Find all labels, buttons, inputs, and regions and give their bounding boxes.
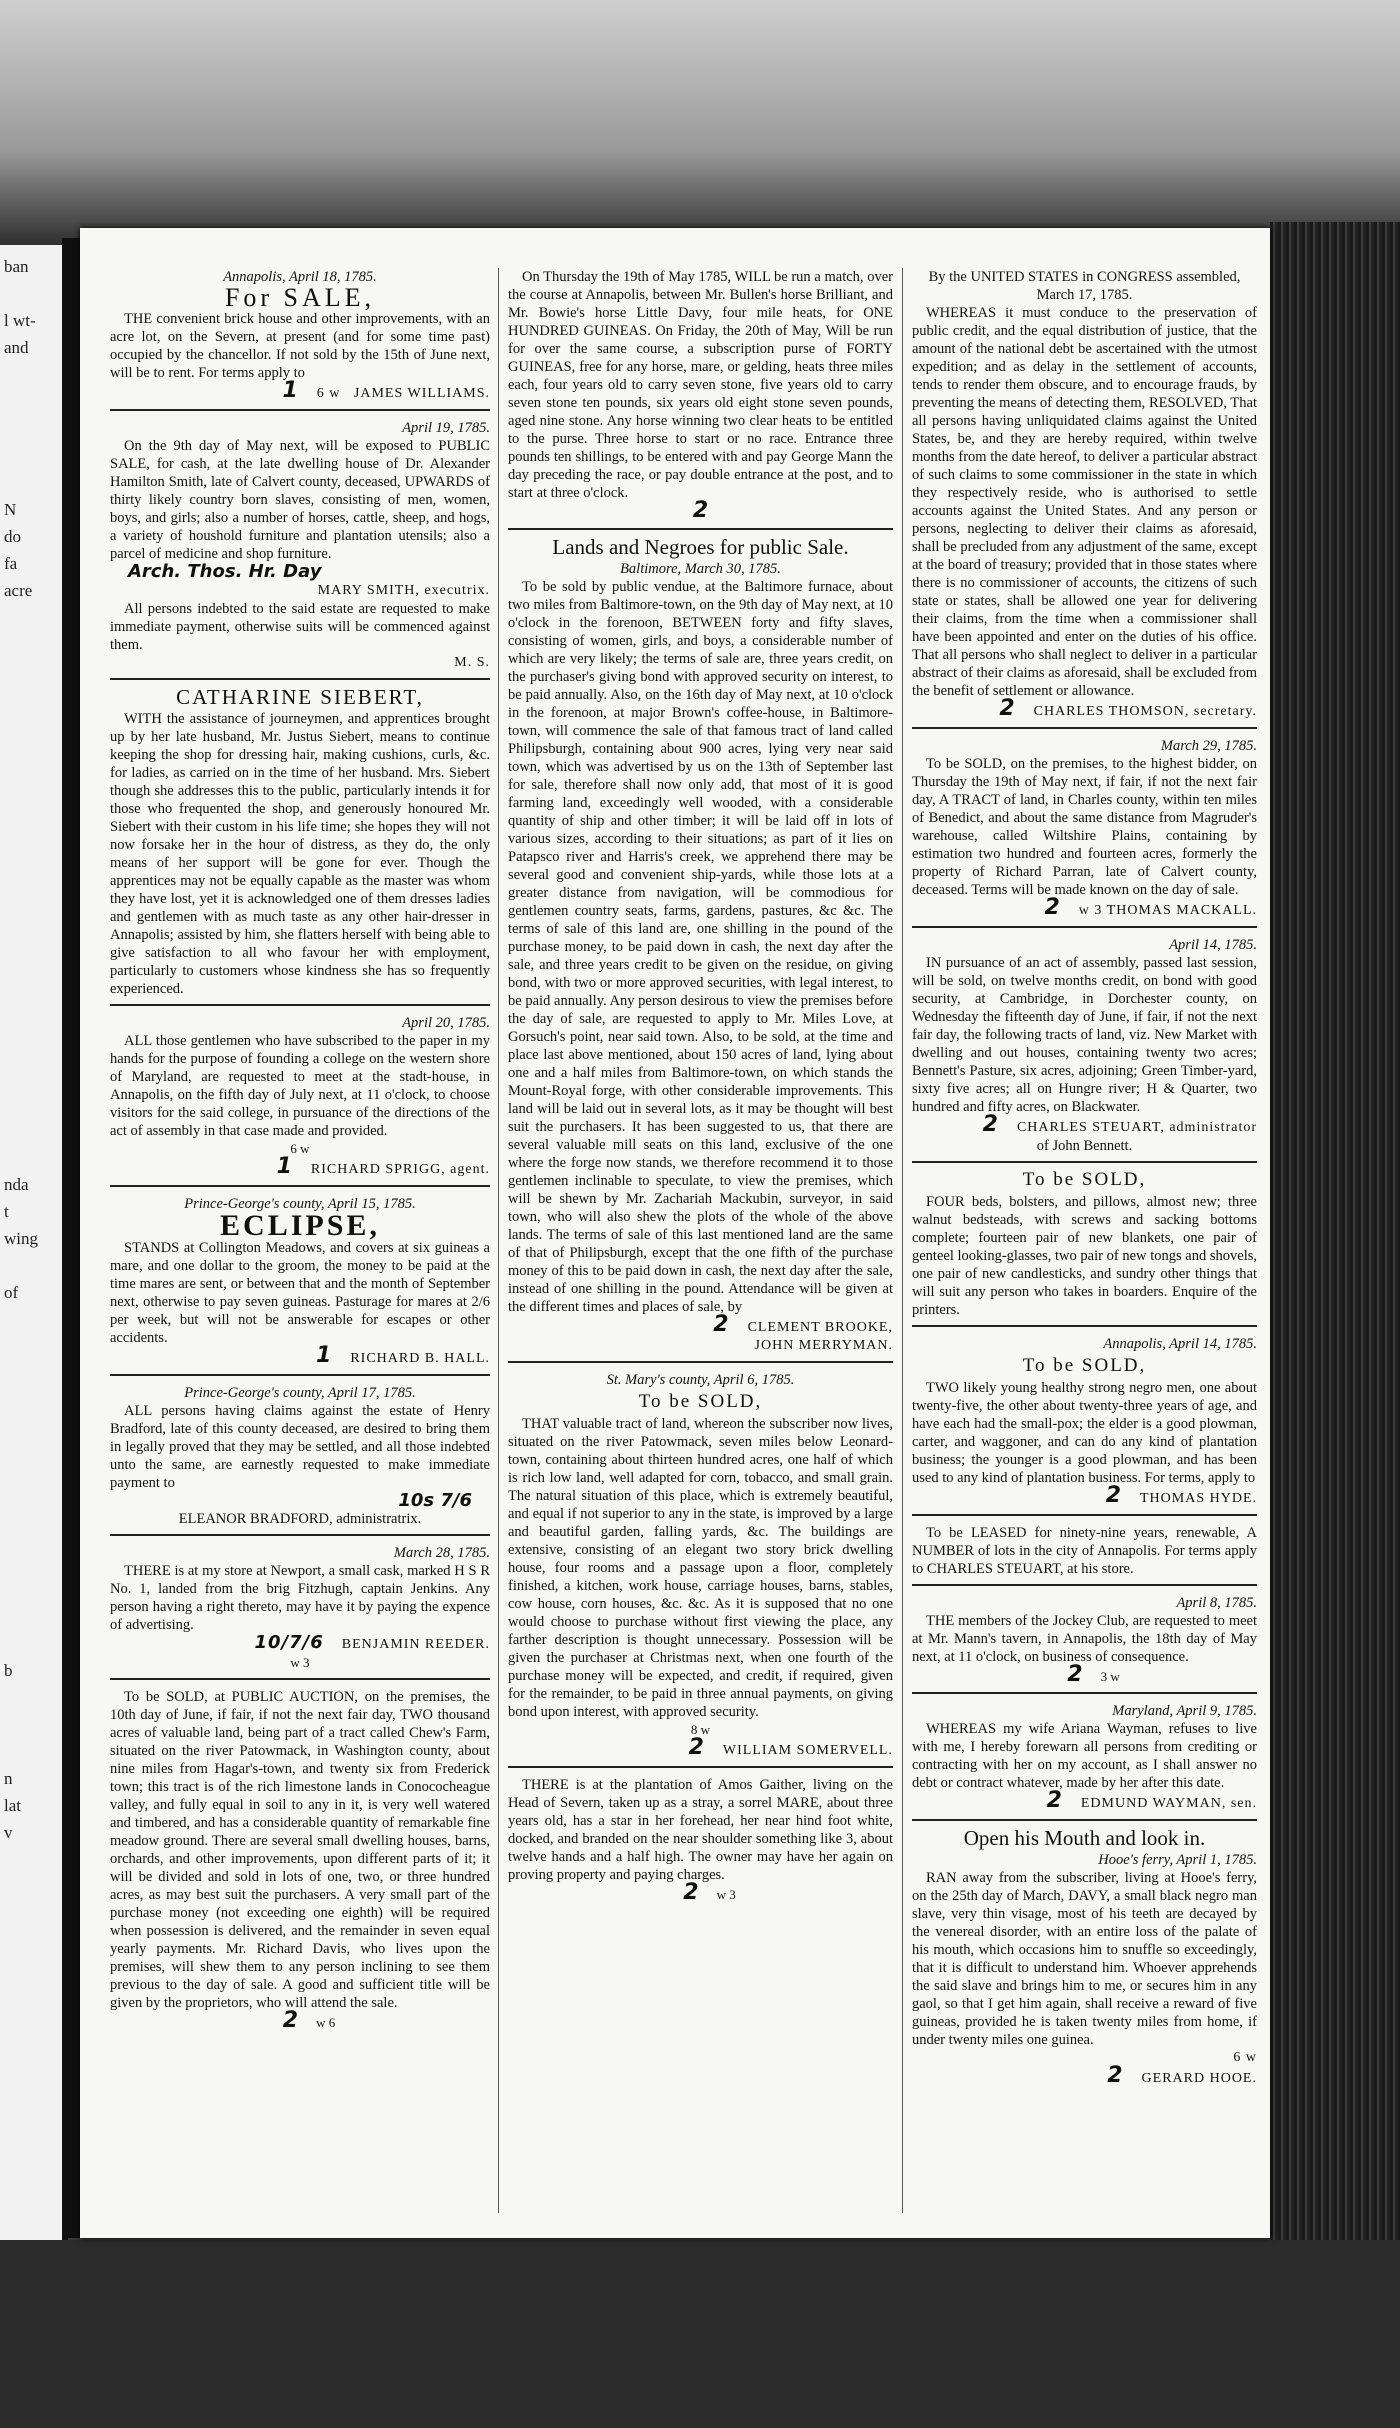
ad-mark: 3 w (1100, 1669, 1120, 1684)
ad-body: THE convenient brick house and other improvements, with an acre lot, on the Severn, at present (and for some time past) occupied by the chancellor. If not sold by the 15th of June next, will be to rent. For terms apply to (110, 311, 490, 381)
ad-date: March 29, 1785. (1160, 738, 1257, 754)
handwritten-mark: 2 (1044, 895, 1061, 920)
advertisement-house-sale (110, 268, 490, 403)
ad-signature: THOMAS MACKALL. (1106, 903, 1257, 918)
ad-mark: 6 w (1233, 2050, 1257, 2065)
divider-rule (110, 1185, 490, 1187)
column-divider (902, 268, 903, 2213)
ad-title: Lands and Negroes for public Sale. (552, 535, 849, 559)
divider-rule (110, 409, 490, 411)
ad-body-notice: All persons indebted to the said estate are requested to make immediate payment, otherwise suits will be commenced against them. (110, 601, 490, 653)
advertisement-stray-mare (508, 1776, 893, 1904)
advertisement-runaway (912, 1826, 1257, 2088)
divider-rule (912, 1161, 1257, 1163)
page-edges (1270, 222, 1400, 2252)
handwritten-note: 10s 7/6 (398, 1490, 472, 1511)
ad-body: To be LEASED for ninety-nine years, renewable, A NUMBER of lots in the city of Annapolis. For terms apply to CHARLES STEUART, at his store. (912, 1525, 1257, 1577)
advertisement-jockey-club (912, 1594, 1257, 1686)
divider-rule (912, 1514, 1257, 1516)
ad-body: FOUR beds, bolsters, and pillows, almost new; three walnut bedsteads, with screws and sacking bottoms complete; fourteen pair of new blankets, one pair of genteel looking-glasses, two pair of new tongs and shovels, one pair of new candlesticks, and sundry other things that will suit any person who takes in boarders. Enquire of the printers. (912, 1194, 1257, 1318)
ad-date: Hooe's ferry, April 1, 1785. (1098, 1852, 1257, 1868)
ad-date: Prince-George's county, April 15, 1785. (184, 1196, 416, 1212)
ad-body: RAN away from the subscriber, living at Hooe's ferry, on the 25th day of March, DAVY, a small black negro man slave, very thin visage, most of his teeth are decayed by the venereal disorder, with an entire loss of the palate of his mouth, which occasions him to snuffle so exceedingly, that it is difficult to understand him. Whoever apprehends the said slave and brings him to me, or secures him in any gaol, so that I get him again, shall receive a reward of five guineas, provided he is taken twenty miles from home, if under twenty miles one guinea. (912, 1870, 1257, 2048)
advertisement-wife-notice (912, 1702, 1257, 1813)
ad-signature: GERARD HOOE. (1141, 2071, 1257, 2086)
column-3 (912, 268, 1257, 2094)
column-divider (498, 268, 499, 2213)
ad-title: To be SOLD, (638, 1391, 763, 1412)
handwritten-mark: 2 (688, 1735, 705, 1760)
ad-body: THE members of the Jockey Club, are requested to meet at Mr. Mann's tavern, in Annapolis, the 18th day of May next, at 11 o'clock, on business of consequence. (912, 1613, 1257, 1665)
ad-body: IN pursuance of an act of assembly, passed last session, will be sold, on twelve months credit, on bond with good security, at Cambridge, in Dorchester county, on Wednesday the fifteenth day of June, if fair, if not the next fair day, the following tracts of land, viz. New Market with dwelling and out houses, containing twenty two acres; Bennett's Pasture, six acres, adjoining; Green Timber-yard, sixty five acres; all on Hungre river; H & Quarter, two hundred and fifty acres, on Blackwater. (912, 955, 1257, 1115)
advertisement-wiltshire-plains (912, 737, 1257, 920)
handwritten-mark: 2 (713, 1312, 730, 1337)
ad-body: THERE is at the plantation of Amos Gaither, living on the Head of Severn, taken up as a stray, a sorrel MARE, about three years old, has a star in her forehead, her near hind foot white, docked, and branded on the near shoulder something like 3, about twelve hands and a half high. The owner may have her again on proving property and paying charges. (508, 1777, 893, 1883)
advertisement-lands-negroes (508, 535, 893, 1355)
advertisement-horse-race (508, 268, 893, 522)
ad-body: THAT valuable tract of land, whereon the subscriber now lives, situated on the river Patowmack, seven miles below Leonard-town, containing about thirteen hundred acres, one half of which is rich low land, well adapted for corn, tobacco, and small grain. The natural situation of this place, which is extremely beautiful, and equal if not superior to any in the state, is improved by a large and beautiful garden, falling yards, &c. The buildings are extensive, consisting of an elegant two story brick dwelling house, four rooms and a passage upon a floor, completely finished, a kitchen, work house, carriage houses, barns, stables, cow house, corn houses, &c. &c. As it is supposed that no one would choose to purchase without first viewing the place, any farther description is thought unnecessary. Possession will be given the purchaser at Christmas next, when one fourth of the purchase money will be expected, and credit, if required, given for the remainder, to be paid in three annual payments, on giving bond upon interest, with approved security. (508, 1416, 893, 1720)
ad-body: To be SOLD, at PUBLIC AUCTION, on the premises, the 10th day of June, if fair, if not the next fair day, TWO thousand acres of valuable land, being part of a tract called Chew's Farm, situated on the river Patowmack, in Washington county, about nine miles from Hagar's-town, and twenty six from Frederick town; this tract is of the rich limestone lands in Conococheague valley, and fully equal in soil to any in it, is very well watered and timbered, and has a considerable quantity of remarkable fine meadow ground. There are several small dwelling houses, barns, orchards, and other improvements, upon different parts of it; it will be divided and sold in lots of one, two, or three hundred acres, as may best suit the purchasers. A very small part of the purchase money (not exceeding one eighth) will be required when possession is delivered, and the remainder in seven equal yearly payments. Mr. Richard Davis, who lives upon the premises, will shew them to any person inclining to see them previous to the day of sale. A good and sufficient title will be given by the proprietors, who will attend the sale. (110, 1689, 490, 2011)
left-page-text: ban l wt- and N do fa acre nda t wing of b n lat v (4, 257, 38, 1842)
ad-title: For SALE, (224, 283, 376, 312)
ad-mark: 6 w (316, 386, 341, 401)
divider-rule (912, 1325, 1257, 1327)
ad-date: Prince-George's county, April 17, 1785. (184, 1385, 416, 1401)
ad-mark: 6 w (290, 1141, 310, 1156)
divider-rule (508, 528, 893, 530)
divider-rule (110, 1534, 490, 1536)
ad-date: Maryland, April 9, 1785. (1112, 1703, 1257, 1719)
ad-body: STANDS at Collington Meadows, and covers at six guineas a mare, and one dollar to the groom, the money to be paid at the time mares are sent, or between that and the month of September next, otherwise to pay seven guineas. Pasturage for mares at 2/6 per week, but will not be answerable for escapes or other accidents. (110, 1240, 490, 1346)
handwritten-mark: 2 (999, 696, 1016, 721)
ad-date: April 8, 1785. (1176, 1595, 1257, 1611)
ad-date: Annapolis, April 18, 1785. (223, 269, 377, 285)
ad-body: WHEREAS my wife Ariana Wayman, refuses to live with me, I hereby forewarn all persons from crediting or contracting with her on my account, as I shall answer no debt or contract whatever, made by her after this date. (912, 1721, 1257, 1791)
ad-date: April 19, 1785. (402, 420, 490, 436)
divider-rule (912, 1819, 1257, 1821)
divider-rule (110, 678, 490, 680)
ad-body: WITH the assistance of journeymen, and apprentices brought up by her late husband, Mr. Justus Siebert, means to continue keeping the shop for dressing hair, making cushions, curls, &c. for ladies, as carried on in the time of her husband. Mrs. Siebert though she addresses this to the public, particularly intends it for those who frequented the shop, and generously honoured Mr. Siebert with their custom in his life time; she hopes they will not now forsake her in the hour of distress, as they do, the only means of her support will be gone for ever. Though the apprentices may not be equally capable as the master was whom they have lost, yet it is acknowledged one of them dresses ladies and gentlemen with as much taste as any other hair-dresser in Annapolis; assisted by him, she flatters herself with being able to give satisfaction to all who favour her with employment, particularly to customers whose kindness she has so frequently experienced. (110, 711, 490, 997)
ad-signature: THOMAS HYDE. (1140, 1491, 1257, 1506)
ad-title: Open his Mouth and look in. (963, 1826, 1206, 1850)
advertisement-congress (912, 268, 1257, 721)
ad-mark: w 3 (716, 1887, 736, 1902)
ad-signature: BENJAMIN REEDER. (341, 1637, 490, 1652)
advertisement-eclipse (110, 1195, 490, 1368)
divider-rule (110, 1004, 490, 1006)
handwritten-mark: 1 (282, 378, 299, 403)
handwritten-mark: 2 (683, 1880, 699, 1905)
advertisement-dorchester (912, 936, 1257, 1155)
divider-rule (912, 1584, 1257, 1586)
ad-mark: w 6 (316, 2015, 336, 2030)
bottom-shadow (0, 2240, 1400, 2428)
advertisement-hairdresser (110, 685, 490, 998)
ad-signature: JOHN MERRYMAN. (754, 1338, 893, 1353)
ad-date: April 20, 1785. (402, 1015, 490, 1031)
advertisement-estate-claims (110, 1384, 490, 1528)
ad-body: To be sold by public vendue, at the Baltimore furnace, about two miles from Baltimore-town, on the 9th day of May next, at 10 o'clock in the forenoon, BETWEEN forty and fifty slaves, consisting of women, girls, and boys, a considerable number of which are very likely; the terms of sale are, three years credit, on the purchaser's giving bond with approved security on interest, to be paid annually. Also, on the 16th day of May next, at 10 o'clock in the forenoon, at major Brown's coffee-house, in Baltimore-town, will commence the sale of that famous tract of land called Philipsburgh, containing about 900 acres, lying very near said town, which was advertised by us on the 13th of September last for sale, therefore shall now only add, that most of it is good farming land, exceedingly well wooded, with a considerable quantity of ship and other timber; it will be laid off in lots of various sizes, according to their situations; as part of it lies on Patapsco river and Harris's creek, we apprehend there may be several good and convenient ship-yards, while those lots at a greater distance from navigation, will be commodious for gentlemen country seats, farms, gardens, pastures, &c &c. The terms of sale of this land are, one shilling in the pound of the purchase money, to be paid down in cash, the next day after the sale, and three years credit to be given on the residue, on giving bond, with two or more approved securities, with legal interest, to be paid annually. Any person desirous to view the premises before the day of sale, are requested to apply to Mr. Miles Love, at Gorsuch's point, near said town. Also, to be sold, at the time and place last above mentioned, about 150 acres of land, lying about one and a half miles from Baltimore-town, on which stands the Mount-Royal forge, with other considerable improvements. This land will be laid out in several lots, as it may be thought will best suit the purchasers. It has been suggested to us, that there are several valuable mill seats on this land, exclusive of the one where the forge now stands, we therefore recommend it to those gentlemen inclinable to speculate, to view the premises, which will be shewn by Mr. Zachariah Mackubin, surveyor, in said town, who will also shew the plots of the whole of the above lands. The terms of sale of this last mentioned land are the same of that of Philipsburgh, except that the one fifth of the purchase money of this to be paid down in cash, the next day after the sale, instead of one shilling in the pound. Attendance will be given at the different times and places of sale, by (508, 579, 893, 1315)
handwritten-mark: 1 (276, 1154, 293, 1179)
ad-signature: RICHARD SPRIGG, agent. (310, 1162, 490, 1177)
ad-body: To be SOLD, on the premises, to the highest bidder, on Thursday the 19th of May next, if fair, if not the next fair day, A TRACT of land, in Charles county, within ten miles of Benedict, and about the same distance from Magruder's warehouse, called Wiltshire Plains, containing by estimation two hundred and fourteen acres, formerly the property of Richard Parran, late of Calvert county, deceased. Terms will be made known on the day of sale. (912, 756, 1257, 898)
divider-rule (508, 1361, 893, 1363)
ad-body: TWO likely young healthy strong negro men, one about twenty-five, the other about twenty-three years of age, and have each had the small-pox; the elder is a good plowman, carter, and waggoner, and can do any kind of plantation business; the younger is a good plowman, and has been used to any kind of plantation business. For terms, apply to (912, 1380, 1257, 1486)
ad-heading: By the UNITED STATES in CONGRESS assembled, March 17, 1785. (928, 269, 1241, 303)
ad-date: April 14, 1785. (1169, 937, 1257, 953)
advertisement-slave-sale (110, 419, 490, 672)
handwritten-mark: 1 (316, 1343, 333, 1368)
advertisement-tract-sale (508, 1371, 893, 1760)
ad-body: ALL persons having claims against the estate of Henry Bradford, late of this county deceased, are desired to bring them in legally proved that they may be settled, and all those indebted unto the same, are earnestly requested to make immediate payment to (110, 1403, 490, 1491)
advertisement-cask (110, 1544, 490, 1672)
divider-rule (110, 1678, 490, 1680)
ad-title: ECLIPSE, (220, 1209, 380, 1242)
ad-mark: 8 w (690, 1722, 711, 1737)
divider-rule (912, 727, 1257, 729)
ad-signature: of John Bennett. (1036, 1138, 1133, 1154)
ad-signature: MARY SMITH, executrix. (317, 583, 490, 598)
ad-title: CATHARINE SIEBERT, (176, 685, 424, 709)
handwritten-mark: 2 (692, 498, 709, 523)
ad-signature: ELEANOR BRADFORD, administratrix. (178, 1511, 422, 1527)
advertisement-land-auction (110, 1688, 490, 2032)
ad-signature: EDMUND WAYMAN, sen. (1080, 1796, 1257, 1811)
advertisement-furniture (912, 1171, 1257, 1319)
ad-date: St. Mary's county, April 6, 1785. (606, 1372, 795, 1388)
ad-signature: WILLIAM SOMERVELL. (722, 1743, 893, 1758)
divider-rule (912, 1692, 1257, 1694)
ad-signature: RICHARD B. HALL. (350, 1351, 490, 1366)
ad-signature: CHARLES STEUART, administrator (1016, 1120, 1257, 1135)
ad-title: To be SOLD, (1022, 1169, 1147, 1190)
divider-rule (110, 1374, 490, 1376)
ad-body: ALL those gentlemen who have subscribed to the paper in my hands for the purpose of founding a college on the western shore of Maryland, are requested to meet at the stadt-house, in Annapolis, on the fifth day of July next, at 11 o'clock, to choose visitors for the said college, in pursuance of the directions of the act of assembly in that case made and provided. (110, 1033, 490, 1139)
advertisement-negro-men (912, 1335, 1257, 1508)
advertisement-college (110, 1014, 490, 1179)
column-1 (110, 268, 490, 2038)
ad-signature: CHARLES THOMSON, secretary. (1033, 704, 1257, 719)
ad-mark: w 3 (1078, 903, 1103, 918)
handwritten-mark: 2 (982, 1112, 999, 1137)
handwritten-mark: 2 (1046, 1788, 1063, 1813)
ad-body: On the 9th day of May next, will be exposed to PUBLIC SALE, for cash, at the late dwelling house of Dr. Alexander Hamilton Smith, late of Calvert county, deceased, UPWARDS of thirty likely country born slaves, consisting of men, women, boys, and girls; also a number of horses, cattle, sheep, and hogs, a variety of houshold furniture and plantation utensils; also a parcel of medicine and shop furniture. (110, 438, 490, 562)
newspaper-page (80, 228, 1270, 2238)
handwritten-note: Arch. Thos. Hr. Day (128, 561, 322, 582)
handwritten-note: 10/7/6 (254, 1632, 324, 1653)
ad-date: Annapolis, April 14, 1785. (1103, 1336, 1257, 1352)
ad-date: Baltimore, March 30, 1785. (620, 561, 781, 577)
ad-signature-initials: M. S. (454, 655, 490, 670)
ad-body: THERE is at my store at Newport, a small cask, marked H S R No. 1, landed from the brig Fitzhugh, captain Jenkins. Any person having a right thereto, may have it by paying the expence of advertising. (110, 1563, 490, 1633)
background-shadow (0, 0, 1400, 250)
divider-rule (508, 1766, 893, 1768)
ad-signature: CLEMENT BROOKE, (747, 1320, 893, 1335)
column-2 (508, 268, 893, 1910)
left-page-fragment (0, 245, 68, 2245)
ad-body: On Thursday the 19th of May 1785, WILL be run a match, over the course at Annapolis, between Mr. Bullen's horse Brilliant, and Mr. Bowie's horse Little Davy, four mile heats, for ONE HUNDRED GUINEAS. On Friday, the 20th of May, Will be run for over the same course, a subscription purse of FORTY GUINEAS, free for any horse, mare, or gelding, heats three miles each, four years old to carry seven stone, five years old to carry seven stone ten pounds, six years old eight stone seven pounds, aged nine stone. Any horse winning two clear heats to be entitled to the purse. Three horse to start or no race. Entrance three pounds ten shillings, to be entered with and pay George Mann the day preceding the race, or pay double entrance at the post, and to start at three o'clock. (508, 269, 893, 501)
handwritten-mark: 2 (1067, 1662, 1083, 1687)
advertisement-lots-lease (912, 1524, 1257, 1578)
ad-date: March 28, 1785. (393, 1545, 490, 1561)
ad-title: To be SOLD, (1022, 1355, 1147, 1376)
ad-body: WHEREAS it must conduce to the preservation of public credit, and the equal distribution of justice, that the amount of the national debt be ascertained with the utmost expedition; and as delay in the settlement of accounts, tends to render them obscure, and to encourage frauds, by preventing the means of detecting them, RESOLVED, That all persons having unliquidated claims against the United States, be, and they are hereby required, within twelve months from the date hereof, to deliver a particular abstract of such claims to some commissioner in the state in which they respectively reside, who is authorised to settle accounts against the United States. And any person or persons, neglecting to deliver their claims as aforesaid, shall be precluded from any adjustment of the same, except at the board of treasury; provided that in those states where there is no commissioner of accounts, the citizens of such state or states, shall be allowed one year for delivering their claims, from the time when a commissioner shall have been appointed and enter on the duties of his office. That all persons who shall neglect to deliver in a particular abstract of their claims as aforesaid, shall be excluded from the benefit of settlement or allowance. (912, 305, 1257, 699)
handwritten-mark: 2 (1105, 1483, 1122, 1508)
divider-rule (912, 926, 1257, 928)
handwritten-mark: 2 (282, 2008, 299, 2033)
handwritten-mark: 2 (1107, 2063, 1124, 2088)
ad-signature: JAMES WILLIAMS. (353, 386, 490, 401)
ad-mark: w 3 (290, 1655, 310, 1670)
